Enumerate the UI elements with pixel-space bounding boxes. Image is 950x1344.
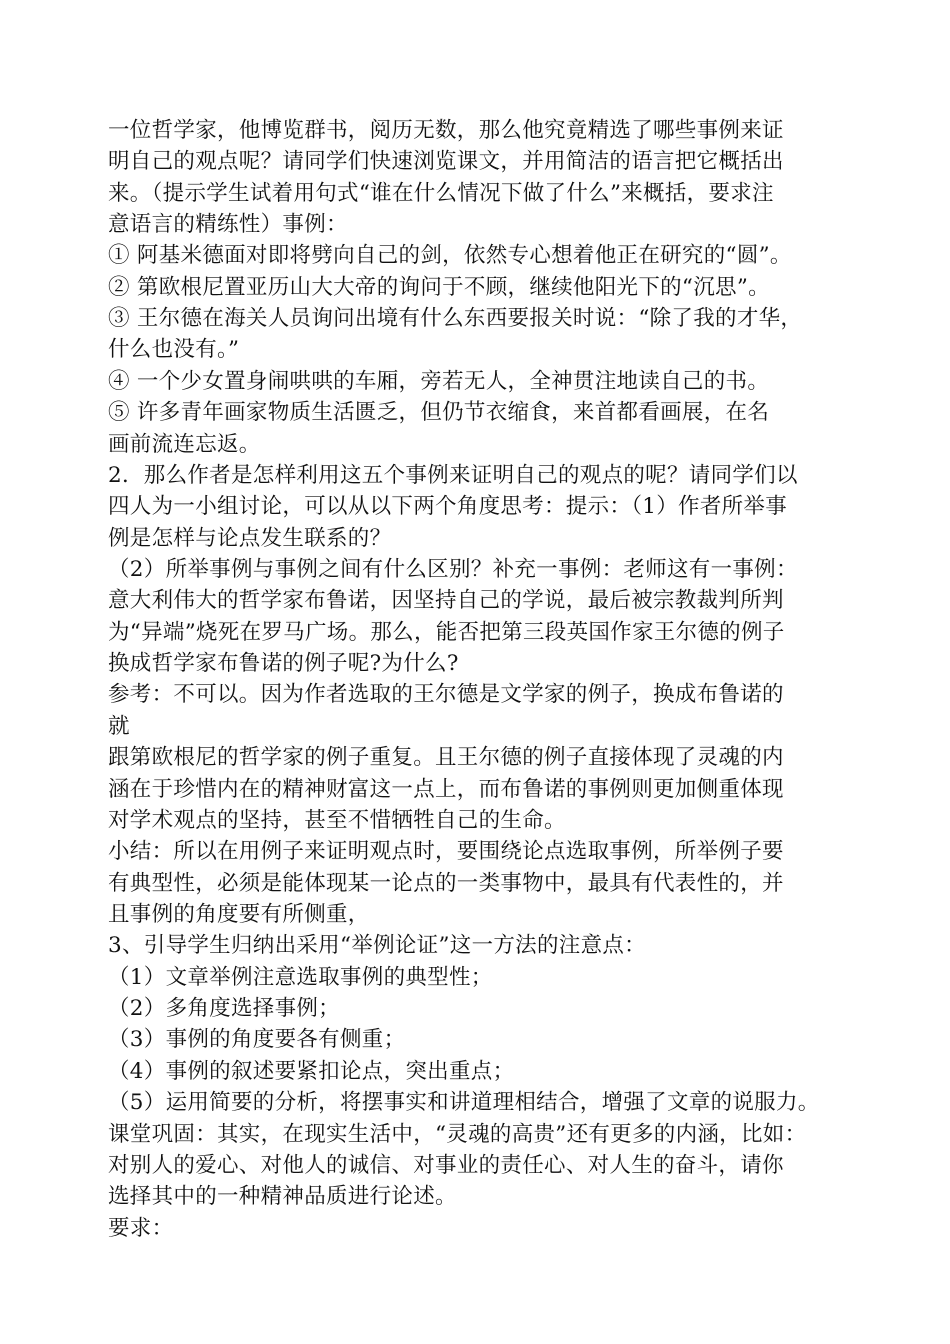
text-line: 对学术观点的坚持，甚至不惜牺牲自己的生命。 bbox=[108, 808, 566, 833]
text-line: 明自己的观点呢？请同学们快速浏览课文，并用简洁的语言把它概括出 bbox=[108, 149, 784, 174]
text-line: （5）运用简要的分析，将摆事实和讲道理相结合，增强了文章的说服力。 bbox=[108, 1090, 820, 1115]
text-line: ③ 王尔德在海关人员询问出境有什么东西要报关时说：“除了我的才华， bbox=[108, 306, 803, 331]
text-line: （3）事例的角度要各有侧重； bbox=[108, 1027, 406, 1052]
text-line: 参考：不可以。因为作者选取的王尔德是文学家的例子，换成布鲁诺的 bbox=[108, 682, 784, 707]
text-line: 课堂巩固：其实，在现实生活中，“灵魂的高贵”还有更多的内涵，比如： bbox=[108, 1122, 807, 1147]
text-line: ④ 一个少女置身闹哄哄的车厢，旁若无人，全神贯注地读自己的书。 bbox=[108, 369, 770, 394]
text-line: 就 bbox=[108, 714, 130, 739]
text-line: 对别人的爱心、对他人的诚信、对事业的责任心、对人生的奋斗，请你 bbox=[108, 1153, 784, 1178]
text-line: 来。（提示学生试着用句式“谁在什么情况下做了什么”来概括，要求注 bbox=[108, 181, 774, 206]
text-line: 有典型性，必须是能体现某一论点的一类事物中，最具有代表性的，并 bbox=[108, 871, 784, 896]
text-line: 意语言的精练性）事例： bbox=[108, 212, 348, 237]
text-line: 换成哲学家布鲁诺的例子呢?为什么? bbox=[108, 651, 459, 676]
text-line: （2）所举事例与事例之间有什么区别？补充一事例：老师这有一事例： bbox=[108, 557, 798, 582]
text-line: ② 第欧根尼置亚历山大大帝的询问于不顾，继续他阳光下的“沉思”。 bbox=[108, 275, 770, 300]
text-line: 一位哲学家，他博览群书，阅历无数，那么他究竟精选了哪些事例来证 bbox=[108, 118, 784, 143]
text-line: 四人为一小组讨论，可以从以下两个角度思考：提示：（1）作者所举事 bbox=[108, 494, 788, 519]
text-line: 小结：所以在用例子来证明观点时，要围绕论点选取事例，所举例子要 bbox=[108, 839, 784, 864]
text-line: 意大利伟大的哲学家布鲁诺，因坚持自己的学说，最后被宗教裁判所判 bbox=[108, 588, 784, 613]
text-line: 且事例的角度要有所侧重， bbox=[108, 902, 370, 927]
text-line: 例是怎样与论点发生联系的？ bbox=[108, 526, 392, 551]
text-line: 3、引导学生归纳出采用“举例论证”这一方法的注意点： bbox=[108, 933, 646, 958]
text-line: 跟第欧根尼的哲学家的例子重复。且王尔德的例子直接体现了灵魂的内 bbox=[108, 745, 784, 770]
text-line: （4）事例的叙述要紧扣论点，突出重点； bbox=[108, 1059, 515, 1084]
text-line: 2．那么作者是怎样利用这五个事例来证明自己的观点的呢？请同学们以 bbox=[108, 463, 798, 488]
text-line: （2）多角度选择事例； bbox=[108, 996, 340, 1021]
text-line: 为“异端”烧死在罗马广场。那么，能否把第三段英国作家王尔德的例子 bbox=[108, 620, 785, 645]
text-line: 什么也没有。” bbox=[108, 337, 240, 362]
text-line: 画前流连忘返。 bbox=[108, 432, 261, 457]
text-line: 选择其中的一种精神品质进行论述。 bbox=[108, 1184, 457, 1209]
text-line: ① 阿基米德面对即将劈向自己的剑，依然专心想着他正在研究的“圆”。 bbox=[108, 243, 792, 268]
text-line: 涵在于珍惜内在的精神财富这一点上，而布鲁诺的事例则更加侧重体现 bbox=[108, 777, 784, 802]
text-line: 要求： bbox=[108, 1216, 174, 1241]
text-line: ⑤ 许多青年画家物质生活匮乏，但仍节衣缩食，来首都看画展，在名 bbox=[108, 400, 770, 425]
text-line: （1）文章举例注意选取事例的典型性； bbox=[108, 965, 493, 990]
